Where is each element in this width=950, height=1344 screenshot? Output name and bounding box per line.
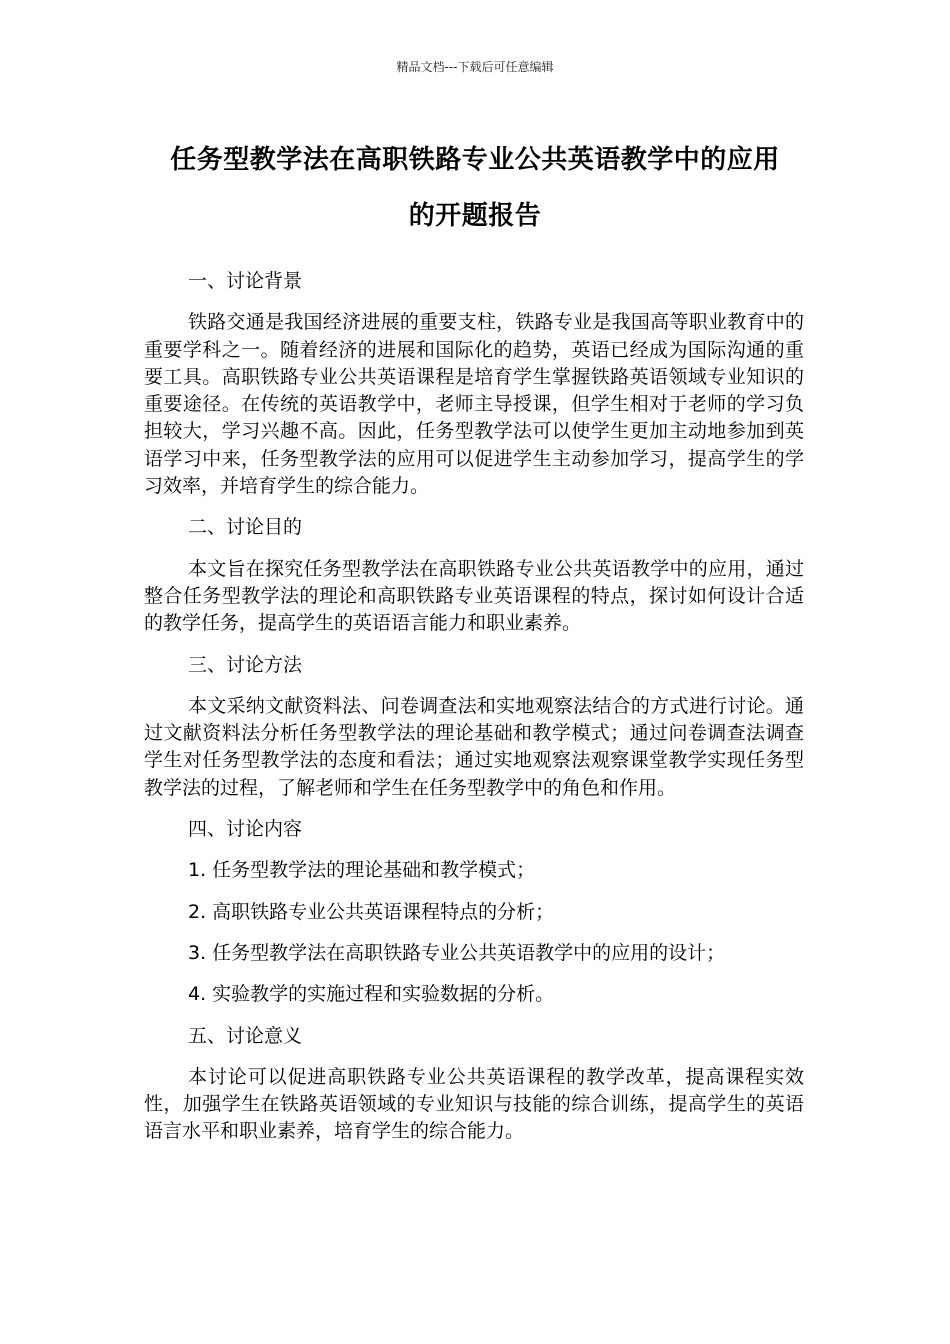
list-item: 4. 实验教学的实施过程和实验数据的分析。 <box>188 983 555 1006</box>
section-paragraph-significance: 本讨论可以促进高职铁路专业公共英语课程的教学改革，提高课程实效性，加强学生在铁路英语领域的专业知识与技能的综合训练，提高学生的英语语言水平和职业素养，培育学生的综合能力。 <box>144 1065 804 1143</box>
title-line-1: 任务型教学法在高职铁路专业公共英语教学中的应用 <box>170 145 780 175</box>
header-note: 精品文档---下载后可任意编辑 <box>396 60 554 74</box>
section-paragraph-method: 本文采纳文献资料法、问卷调查法和实地观察法结合的方式进行讨论。通过文献资料法分析任务型教学法的理论基础和教学模式；通过问卷调查法调查学生对任务型教学法的态度和看法；通过实地观察法观察课堂教学实现任务型教学法的过程，了解老师和学生在任务型教学中的角色和作用。 <box>144 694 804 799</box>
section-heading-content: 四、讨论内容 <box>188 818 303 841</box>
document-body <box>144 268 804 1160</box>
section-heading-purpose: 二、讨论目的 <box>188 516 303 539</box>
section-heading-method: 三、讨论方法 <box>188 653 303 676</box>
list-item: 2. 高职铁路专业公共英语课程特点的分析； <box>188 900 555 923</box>
section-heading-background: 一、讨论背景 <box>188 270 303 292</box>
list-item: 1. 任务型教学法的理论基础和教学模式； <box>188 859 536 882</box>
section-paragraph-purpose: 本文旨在探究任务型教学法在高职铁路专业公共英语教学中的应用，通过整合任务型教学法的理论和高职铁路专业英语课程的特点，探讨如何设计合适的教学任务，提高学生的英语语言能力和职业素养。 <box>144 557 804 635</box>
list-item: 3. 任务型教学法在高职铁路专业公共英语教学中的应用的设计； <box>188 941 726 964</box>
title-line-2: 的开题报告 <box>408 201 542 231</box>
section-heading-significance: 五、讨论意义 <box>188 1024 303 1047</box>
section-paragraph-background: 铁路交通是我国经济进展的重要支柱，铁路专业是我国高等职业教育中的重要学科之一。随着经济的进展和国际化的趋势，英语已经成为国际沟通的重要工具。高职铁路专业公共英语课程是培育学生掌握铁路英语领域专业知识的重要途径。在传统的英语教学中，老师主导授课，但学生相对于老师的学习负担较大，学习兴趣不高。因此，任务型教学法可以使学生更加主动地参加到英语学习中来，任务型教学法的应用可以促进学生主动参加学习，提高学生的学习效率，并培育学生的综合能力。 <box>144 311 804 498</box>
document-title <box>120 132 830 244</box>
